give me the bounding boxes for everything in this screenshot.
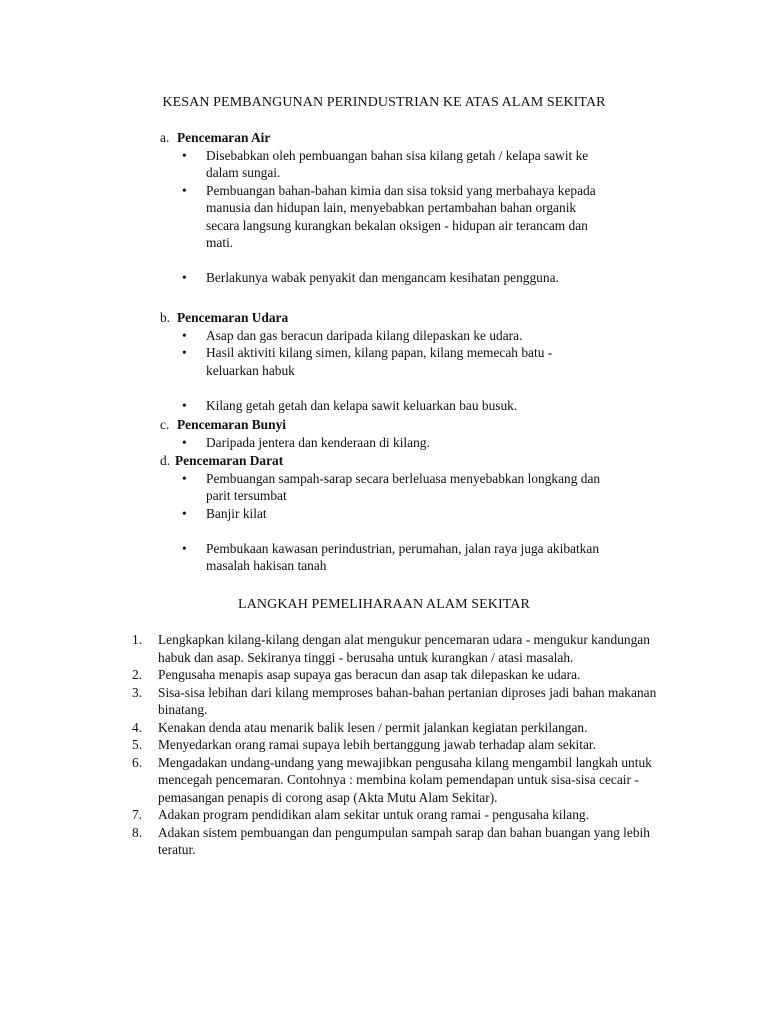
step-text: Adakan sistem pembuangan dan pengumpulan sampah sarap dan bahan buangan yang lebih teratur.: [158, 824, 650, 857]
bullet-text: Kilang getah getah dan kelapa sawit keluarkan bau busuk.: [206, 397, 518, 413]
section-air-pollution: [160, 309, 620, 414]
bullet-icon: •: [182, 434, 187, 450]
step-number: 8.: [132, 824, 143, 840]
step-text: Sisa-sisa lebihan dari kilang memproses bahan-bahan pertanian diproses jadi bahan makanan binatang.: [158, 684, 657, 717]
section-land-pollution: [160, 452, 620, 575]
bullet-text: Banjir kilat: [206, 505, 267, 521]
step-text: Mengadakan undang-undang yang mewajibkan pengusaha kilang mengambil langkah untuk mencegah pencemaran. Contohnya : membina kolam pemendapan untuk sisa-sisa cecair - pemasangan penapis di corong asap (Akta Mutu Alam Sekitar).: [158, 754, 652, 805]
list-item: [132, 736, 662, 754]
step-number: 2.: [132, 667, 143, 682]
section-letter: a.: [160, 130, 170, 145]
section-letter: b.: [160, 310, 171, 325]
list-item: [132, 631, 662, 666]
list-item: [132, 666, 662, 684]
bullet-text: Berlakunya wabak penyakit dan mengancam kesihatan pengguna.: [206, 270, 559, 285]
bullet-text: Hasil aktiviti kilang simen, kilang papan, kilang memecah batu - keluarkan habuk: [206, 345, 553, 378]
list-item: [160, 505, 606, 523]
bullet-text: Daripada jentera dan kenderaan di kilang.: [206, 434, 430, 450]
step-number: 3.: [132, 684, 143, 700]
impact-heading: KESAN PEMBANGUNAN PERINDUSTRIAN KE ATAS ALAM SEKITAR: [162, 95, 606, 110]
step-text: Pengusaha menapis asap supaya gas beracun dan asap tak dilepaskan ke udara.: [158, 667, 581, 682]
step-number: 4.: [132, 719, 143, 735]
bullet-icon: •: [182, 327, 187, 343]
step-number: 7.: [132, 807, 143, 822]
list-item: [160, 344, 606, 379]
section-title: [160, 129, 620, 147]
bullet-icon: •: [182, 270, 187, 285]
list-item: [132, 719, 662, 737]
list-item: [160, 269, 606, 287]
list-item: [132, 754, 662, 807]
bullet-text: Pembukaan kawasan perindustrian, perumahan, jalan raya juga akibatkan masalah hakisan tanah: [206, 540, 600, 573]
bullet-icon: •: [182, 147, 187, 163]
section-title: [160, 309, 620, 327]
list-item: [160, 434, 606, 452]
list-item: [160, 540, 606, 575]
bullet-list: [160, 434, 620, 452]
list-item: [132, 684, 662, 719]
list-item: [132, 824, 662, 859]
bullet-text: Asap dan gas beracun daripada kilang dilepaskan ke udara.: [206, 327, 523, 343]
bullet-icon: •: [182, 397, 187, 413]
bullet-icon: •: [182, 345, 187, 360]
section-name: Pencemaran Bunyi: [177, 417, 286, 432]
step-text: Adakan program pendidikan alam sekitar untuk orang ramai - pengusaha kilang.: [158, 807, 589, 822]
step-number: 5.: [132, 737, 143, 752]
list-item: [160, 147, 606, 182]
list-item: [160, 397, 606, 415]
section-name: Pencemaran Darat: [175, 453, 284, 468]
list-item: [160, 182, 606, 252]
bullet-text: Disebabkan oleh pembuangan bahan sisa kilang getah / kelapa sawit ke dalam sungai.: [206, 147, 589, 180]
step-number: 1.: [132, 632, 143, 647]
bullet-list: [160, 470, 620, 575]
bullet-icon: •: [182, 182, 187, 198]
section-title: [160, 416, 620, 434]
section-name: Pencemaran Air: [177, 130, 271, 145]
bullet-icon: •: [182, 470, 187, 486]
bullet-text: Pembuangan bahan-bahan kimia dan sisa toksid yang merbahaya kepada manusia dan hidupan lain, menyebabkan pertambahan bahan organik secara langsung kurangkan bekalan oksigen - hidupan air terancam dan mati.: [206, 182, 596, 250]
section-noise-pollution: [160, 416, 620, 451]
bullet-icon: •: [182, 540, 187, 556]
steps-heading: LANGKAH PEMELIHARAAN ALAM SEKITAR: [238, 597, 530, 612]
step-text: Lengkapkan kilang-kilang dengan alat mengukur pencemaran udara - mengukur kandungan habuk dan asap. Sekiranya tinggi - berusaha untuk kurangkan / atasi masalah.: [158, 632, 650, 665]
list-item: [160, 470, 606, 505]
step-text: Menyedarkan orang ramai supaya lebih bertanggung jawab terhadap alam sekitar.: [158, 737, 597, 752]
list-item: [132, 806, 662, 824]
section-letter: c.: [160, 417, 170, 432]
bullet-text: Pembuangan sampah-sarap secara berleluasa menyebabkan longkang dan parit tersumbat: [206, 470, 601, 503]
bullet-list: [160, 147, 620, 287]
step-text: Kenakan denda atau menarik balik lesen / permit jalankan kegiatan perkilangan.: [158, 719, 588, 735]
list-item: [160, 327, 606, 345]
bullet-icon: •: [182, 505, 187, 521]
bullet-list: [160, 327, 620, 415]
section-water-pollution: [160, 129, 620, 287]
step-number: 6.: [132, 754, 143, 770]
steps-list: [132, 631, 662, 859]
section-title: [160, 452, 620, 470]
section-name: Pencemaran Udara: [177, 310, 289, 325]
section-letter: d.: [160, 453, 171, 468]
